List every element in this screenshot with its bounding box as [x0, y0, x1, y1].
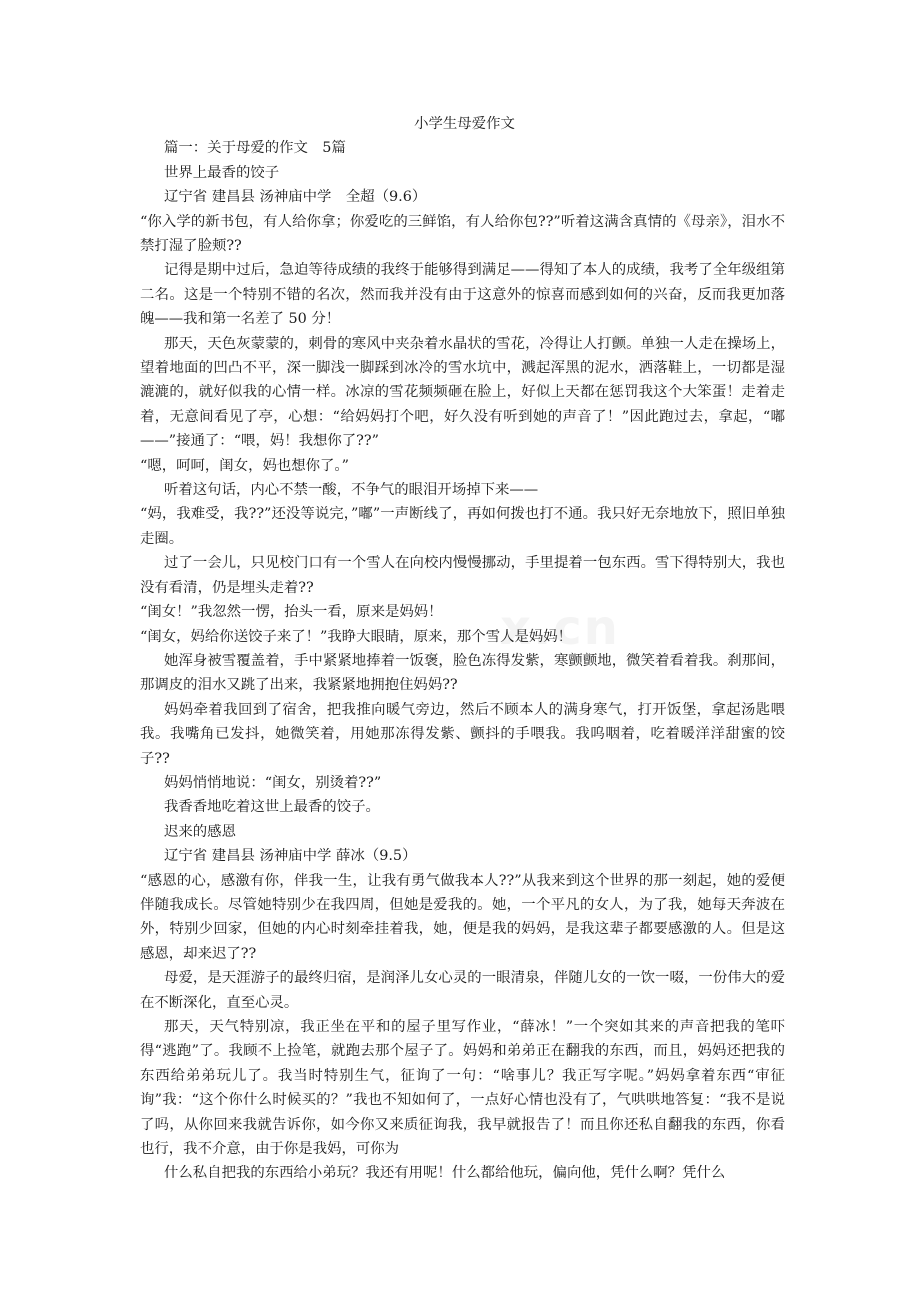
- document-body: [140, 136, 785, 1185]
- paragraph: “闺女！”我忽然一愣，抬头一看，原来是妈妈！: [140, 604, 443, 621]
- paragraph: 过了一会儿，只见校门口有一个雪人在向校内慢慢挪动，手里提着一包东西。雪下得特别大，我也没有看清，仍是埋头走着??: [140, 555, 785, 596]
- paragraph: 迟来的感恩: [164, 823, 236, 840]
- paragraph: “闺女，妈给你送饺子来了！”我睁大眼睛，原来，那个雪人是妈妈！: [140, 628, 573, 645]
- paragraph: 那天，天色灰蒙蒙的，刺骨的寒风中夹杂着水晶状的雪花，冷得让人打颤。单独一人走在操场上，望着地面的凹凸不平，深一脚浅一脚踩到冰冷的雪水坑中，溅起浑黑的泥水，洒落鞋上，一切都是湿漉漉的，就好似我的心情一样。冰凉的雪花频频砸在脸上，好似上天都在惩罚我这个大笨蛋！走着走着，无意间看见了亭，心想：“给妈妈打个吧，好久没有听到她的声音了！”因此跑过去，拿起，“嘟——”接通了：“喂，妈！我想你了??”: [140, 335, 785, 450]
- paragraph: 那天，天气特别凉，我正坐在平和的屋子里写作业，“薛冰！”一个突如其来的声音把我的笔吓得“逃跑”了。我顾不上捡笔，就跑去那个屋子了。妈妈和弟弟正在翻我的东西，而且，妈妈还把我的东西给弟弟玩儿了。我当时特别生气，征询了一句：“啥事儿？我正写字呢。”妈妈拿着东西“审征询”我：“这个你什么时候买的？”我也不知如何了，一点好心情也没有了，气哄哄地答复：“我不是说了吗，从你回来我就告诉你，如今你又来质征询我，我早就报告了！而且你还私自翻我的东西，你看也行，我不介意，由于你是我妈，可你为: [140, 1019, 785, 1158]
- paragraph: “感恩的心，感激有你，伴我一生，让我有勇气做我本人??”从我来到这个世界的那一刻起，她的爱便伴随我成长。尽管她特别少在我四周，但她是爱我的。她，一个平凡的女人，为了我，她每天奔波在外，特别少回家，但她的内心时刻牵挂着我，她，便是我的妈妈，是我这辈子都要感激的人。但是这感恩，却来迟了??: [140, 872, 785, 962]
- paragraph: 辽宁省 建昌县 汤神庙中学 全超（9.6）: [164, 189, 427, 206]
- paragraph: 世界上最香的饺子: [164, 164, 280, 181]
- paragraph: 什么私自把我的东西给小弟玩？我还有用呢！什么都给他玩，偏向他，凭什么啊？凭什么: [164, 1165, 726, 1182]
- paragraph: “妈，我难受，我??”还没等说完，”嘟”一声断线了，再如何拨也打不通。我只好无奈地放下，照旧单独走圈。: [140, 506, 785, 547]
- paragraph: 我香香地吃着这世上最香的饺子。: [164, 799, 380, 816]
- paragraph: 妈妈悄悄地说：“闺女，别烫着??”: [164, 774, 382, 791]
- paragraph: 妈妈牵着我回到了宿舍，把我推向暖气旁边，然后不顾本人的满身寒气，打开饭堡，拿起汤匙喂我。我嘴角已发抖，她微笑着，用她那冻得发紫、颤抖的手喂我。我呜咽着，吃着暖洋洋甜蜜的饺子??: [140, 701, 785, 767]
- paragraph: 记得是期中过后，急迫等待成绩的我终于能够得到满足——得知了本人的成绩，我考了全年级组第二名。这是一个特别不错的名次，然而我并没有由于这意外的惊喜而感到如何的兴奋，反而我更加落魄——我和第一名差了 50 分！: [140, 262, 785, 328]
- document-page: [140, 112, 785, 1186]
- paragraph: 听着这句话，内心不禁一酸，不争气的眼泪开场掉下来——: [164, 482, 539, 499]
- watermark: x.cn: [500, 600, 620, 656]
- paragraph: “嗯，呵呵，闺女，妈也想你了。”: [140, 457, 349, 474]
- paragraph: 母爱，是天涯游子的最终归宿，是润泽儿女心灵的一眼清泉，伴随儿女的一饮一啜，一份伟大的爱在不断深化，直至心灵。: [140, 970, 785, 1011]
- document-title: 小学生母爱作文: [414, 116, 515, 132]
- paragraph: 她浑身被雪覆盖着，手中紧紧地捧着一饭褒，脸色冻得发紫，寒颤颤地，微笑着看着我。刹那间，那调皮的泪水又跳了出来，我紧紧地拥抱住妈妈??: [140, 652, 785, 694]
- paragraph: “你入学的新书包，有人给你拿；你爱吃的三鲜馅，有人给你包??”听着这满含真情的《母亲》，泪水不禁打湿了脸颊??: [140, 213, 785, 255]
- paragraph: 辽宁省 建昌县 汤神庙中学 薛冰（9.5）: [164, 848, 417, 865]
- paragraph: 篇一：关于母爱的作文 5篇: [164, 140, 346, 157]
